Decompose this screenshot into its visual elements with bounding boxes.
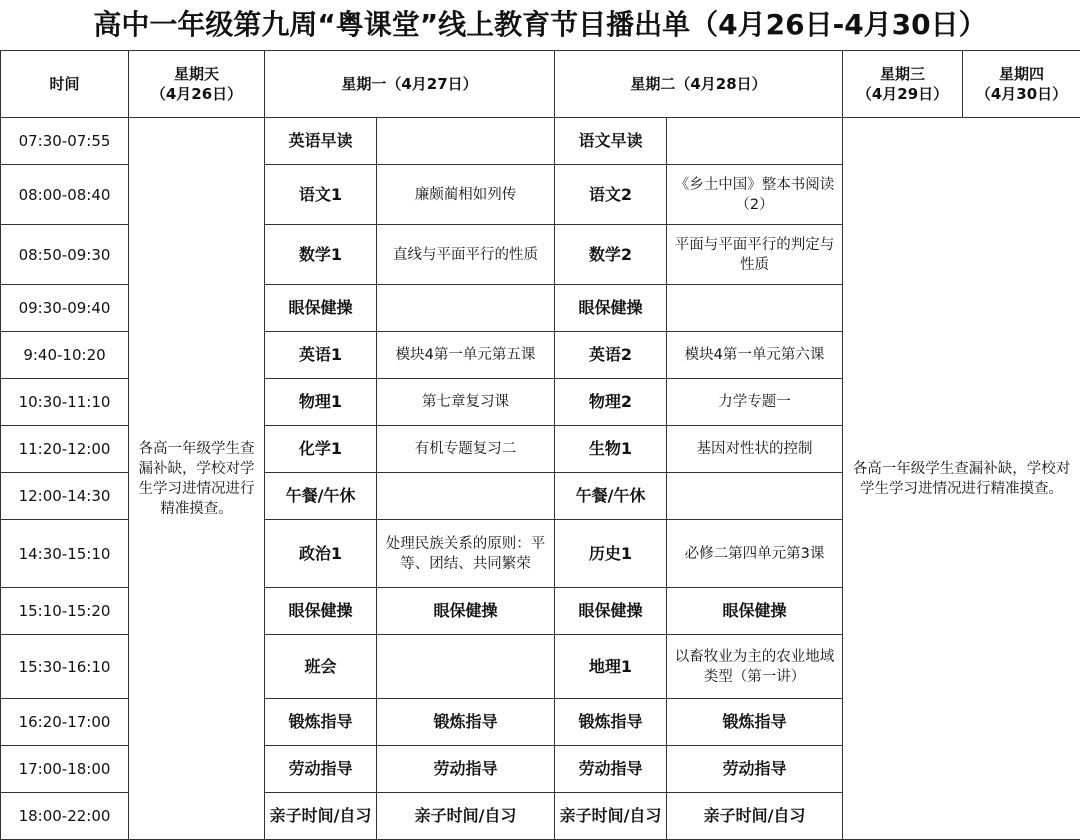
tuesday-subject: 眼保健操 <box>555 588 667 635</box>
monday-subject: 英语早读 <box>265 118 377 165</box>
monday-topic: 廉颇蔺相如列传 <box>377 165 555 225</box>
tuesday-subject: 锻炼指导 <box>555 699 667 746</box>
header-row <box>1 51 1080 118</box>
monday-topic: 有机专题复习二 <box>377 426 555 473</box>
monday-topic: 直线与平面平行的性质 <box>377 225 555 285</box>
tuesday-subject: 英语2 <box>555 332 667 379</box>
monday-subject: 物理1 <box>265 379 377 426</box>
monday-subject: 英语1 <box>265 332 377 379</box>
header-monday: 星期一（4月27日） <box>265 51 555 118</box>
page-title: 高中一年级第九周“粤课堂”线上教育节目播出单（4月26日-4月30日） <box>0 0 1080 50</box>
monday-topic: 第七章复习课 <box>377 379 555 426</box>
tuesday-topic: 眼保健操 <box>667 588 843 635</box>
header-tuesday: 星期二（4月28日） <box>555 51 843 118</box>
tuesday-subject: 语文2 <box>555 165 667 225</box>
monday-subject: 亲子时间/自习 <box>265 793 377 840</box>
time-slot: 16:20-17:00 <box>1 699 129 746</box>
tuesday-subject: 亲子时间/自习 <box>555 793 667 840</box>
monday-topic <box>377 285 555 332</box>
tuesday-topic: 基因对性状的控制 <box>667 426 843 473</box>
monday-subject: 眼保健操 <box>265 588 377 635</box>
header-sunday: 星期天 （4月26日） <box>129 51 265 118</box>
tuesday-topic <box>667 285 843 332</box>
time-slot: 12:00-14:30 <box>1 473 129 520</box>
time-slot: 14:30-15:10 <box>1 520 129 588</box>
tuesday-topic: 《乡土中国》整本书阅读（2） <box>667 165 843 225</box>
schedule-body <box>1 51 1080 840</box>
header-thursday: 星期四 （4月30日） <box>963 51 1080 118</box>
schedule-row <box>1 118 1080 165</box>
tuesday-topic: 力学专题一 <box>667 379 843 426</box>
schedule-table <box>0 50 1080 840</box>
time-slot: 08:00-08:40 <box>1 165 129 225</box>
time-slot: 18:00-22:00 <box>1 793 129 840</box>
tuesday-subject: 数学2 <box>555 225 667 285</box>
monday-subject: 政治1 <box>265 520 377 588</box>
tuesday-topic: 亲子时间/自习 <box>667 793 843 840</box>
tuesday-subject: 历史1 <box>555 520 667 588</box>
monday-topic <box>377 635 555 699</box>
monday-subject: 化学1 <box>265 426 377 473</box>
monday-subject: 锻炼指导 <box>265 699 377 746</box>
tuesday-subject: 劳动指导 <box>555 746 667 793</box>
header-time: 时间 <box>1 51 129 118</box>
time-slot: 10:30-11:10 <box>1 379 129 426</box>
monday-topic: 亲子时间/自习 <box>377 793 555 840</box>
time-slot: 09:30-09:40 <box>1 285 129 332</box>
tuesday-subject: 地理1 <box>555 635 667 699</box>
monday-topic <box>377 473 555 520</box>
monday-subject: 数学1 <box>265 225 377 285</box>
monday-subject: 劳动指导 <box>265 746 377 793</box>
tuesday-subject: 午餐/午休 <box>555 473 667 520</box>
tuesday-topic: 必修二第四单元第3课 <box>667 520 843 588</box>
tuesday-subject: 物理2 <box>555 379 667 426</box>
monday-topic <box>377 118 555 165</box>
monday-topic: 锻炼指导 <box>377 699 555 746</box>
tuesday-subject: 眼保健操 <box>555 285 667 332</box>
monday-subject: 午餐/午休 <box>265 473 377 520</box>
tuesday-subject: 语文早读 <box>555 118 667 165</box>
header-wednesday: 星期三 （4月29日） <box>843 51 963 118</box>
sunday-note: 各高一年级学生查漏补缺，学校对学生学习进情况进行精准摸查。 <box>129 118 265 840</box>
monday-topic: 模块4第一单元第五课 <box>377 332 555 379</box>
tuesday-topic: 平面与平面平行的判定与性质 <box>667 225 843 285</box>
monday-subject: 班会 <box>265 635 377 699</box>
tuesday-topic <box>667 118 843 165</box>
monday-subject: 语文1 <box>265 165 377 225</box>
tuesday-topic: 以畜牧业为主的农业地域类型（第一讲） <box>667 635 843 699</box>
time-slot: 17:00-18:00 <box>1 746 129 793</box>
monday-topic: 眼保健操 <box>377 588 555 635</box>
monday-topic: 劳动指导 <box>377 746 555 793</box>
time-slot: 15:30-16:10 <box>1 635 129 699</box>
monday-subject: 眼保健操 <box>265 285 377 332</box>
monday-topic: 处理民族关系的原则：平等、团结、共同繁荣 <box>377 520 555 588</box>
time-slot: 07:30-07:55 <box>1 118 129 165</box>
tuesday-topic: 锻炼指导 <box>667 699 843 746</box>
time-slot: 08:50-09:30 <box>1 225 129 285</box>
tuesday-topic <box>667 473 843 520</box>
tuesday-subject: 生物1 <box>555 426 667 473</box>
tuesday-topic: 劳动指导 <box>667 746 843 793</box>
time-slot: 15:10-15:20 <box>1 588 129 635</box>
time-slot: 9:40-10:20 <box>1 332 129 379</box>
wed-thu-note: 各高一年级学生查漏补缺，学校对学生学习进情况进行精准摸查。 <box>843 118 1080 840</box>
tuesday-topic: 模块4第一单元第六课 <box>667 332 843 379</box>
time-slot: 11:20-12:00 <box>1 426 129 473</box>
